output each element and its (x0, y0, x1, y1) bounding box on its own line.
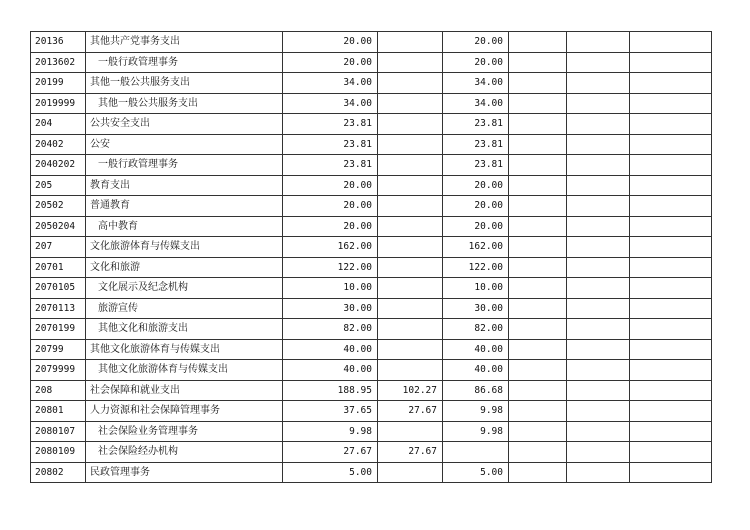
cell-empty (630, 155, 712, 176)
cell-empty (509, 134, 567, 155)
cell-name: 其他文化旅游体育与传媒支出 (86, 339, 283, 360)
cell-empty (509, 380, 567, 401)
cell-total: 188.95 (283, 380, 378, 401)
cell-project: 23.81 (443, 155, 509, 176)
cell-basic: 102.27 (378, 380, 443, 401)
cell-basic (378, 32, 443, 53)
cell-empty (567, 216, 630, 237)
table-row (31, 278, 712, 299)
cell-empty (509, 462, 567, 483)
table-row (31, 237, 712, 258)
cell-basic (378, 114, 443, 135)
cell-total: 82.00 (283, 319, 378, 340)
cell-basic (378, 319, 443, 340)
cell-empty (509, 360, 567, 381)
cell-empty (630, 93, 712, 114)
cell-code: 2080107 (31, 421, 86, 442)
cell-project: 20.00 (443, 216, 509, 237)
cell-basic (378, 155, 443, 176)
cell-empty (509, 175, 567, 196)
cell-basic: 27.67 (378, 442, 443, 463)
cell-basic (378, 134, 443, 155)
cell-empty (567, 114, 630, 135)
cell-empty (567, 93, 630, 114)
cell-project: 34.00 (443, 93, 509, 114)
cell-code: 204 (31, 114, 86, 135)
cell-empty (509, 155, 567, 176)
table-row (31, 442, 712, 463)
cell-code: 2080109 (31, 442, 86, 463)
cell-basic (378, 298, 443, 319)
table-row (31, 339, 712, 360)
cell-empty (509, 257, 567, 278)
cell-code: 2070113 (31, 298, 86, 319)
cell-total: 20.00 (283, 52, 378, 73)
cell-empty (509, 421, 567, 442)
cell-name: 社会保险业务管理事务 (86, 421, 283, 442)
cell-empty (567, 401, 630, 422)
cell-project: 20.00 (443, 52, 509, 73)
cell-basic (378, 360, 443, 381)
cell-empty (509, 216, 567, 237)
cell-code: 20701 (31, 257, 86, 278)
table-row (31, 93, 712, 114)
cell-empty (509, 339, 567, 360)
cell-basic (378, 237, 443, 258)
table-row (31, 319, 712, 340)
cell-empty (509, 319, 567, 340)
cell-total: 27.67 (283, 442, 378, 463)
cell-name: 公共安全支出 (86, 114, 283, 135)
cell-basic (378, 93, 443, 114)
cell-empty (567, 52, 630, 73)
cell-basic (378, 462, 443, 483)
cell-empty (630, 401, 712, 422)
cell-name: 人力资源和社会保障管理事务 (86, 401, 283, 422)
cell-empty (630, 319, 712, 340)
cell-basic (378, 52, 443, 73)
cell-basic (378, 175, 443, 196)
table-row (31, 298, 712, 319)
cell-empty (630, 298, 712, 319)
cell-total: 23.81 (283, 155, 378, 176)
table-row (31, 134, 712, 155)
cell-empty (567, 380, 630, 401)
cell-code: 205 (31, 175, 86, 196)
cell-name: 社会保险经办机构 (86, 442, 283, 463)
cell-empty (630, 339, 712, 360)
cell-total: 23.81 (283, 134, 378, 155)
cell-empty (630, 360, 712, 381)
cell-project: 10.00 (443, 278, 509, 299)
cell-name: 旅游宣传 (86, 298, 283, 319)
cell-empty (567, 32, 630, 53)
table-row (31, 421, 712, 442)
cell-code: 2013602 (31, 52, 86, 73)
cell-empty (567, 298, 630, 319)
cell-project: 9.98 (443, 401, 509, 422)
cell-name: 文化和旅游 (86, 257, 283, 278)
cell-basic (378, 73, 443, 94)
table-row (31, 216, 712, 237)
cell-empty (509, 114, 567, 135)
cell-project: 82.00 (443, 319, 509, 340)
cell-project: 122.00 (443, 257, 509, 278)
cell-name: 其他共产党事务支出 (86, 32, 283, 53)
cell-empty (567, 462, 630, 483)
cell-basic (378, 196, 443, 217)
cell-empty (567, 278, 630, 299)
cell-total: 10.00 (283, 278, 378, 299)
cell-empty (630, 52, 712, 73)
table-row (31, 380, 712, 401)
cell-total: 40.00 (283, 339, 378, 360)
cell-empty (509, 93, 567, 114)
table-row (31, 114, 712, 135)
cell-code: 208 (31, 380, 86, 401)
cell-empty (509, 73, 567, 94)
cell-empty (567, 134, 630, 155)
cell-basic: 27.67 (378, 401, 443, 422)
table-row (31, 462, 712, 483)
cell-empty (630, 462, 712, 483)
cell-code: 20502 (31, 196, 86, 217)
cell-empty (567, 442, 630, 463)
cell-empty (630, 216, 712, 237)
cell-project: 34.00 (443, 73, 509, 94)
cell-basic (378, 257, 443, 278)
table-row (31, 175, 712, 196)
cell-empty (509, 298, 567, 319)
cell-empty (509, 278, 567, 299)
cell-project (443, 442, 509, 463)
cell-project: 23.81 (443, 114, 509, 135)
cell-name: 公安 (86, 134, 283, 155)
cell-total: 20.00 (283, 175, 378, 196)
cell-name: 其他一般公共服务支出 (86, 93, 283, 114)
cell-project: 9.98 (443, 421, 509, 442)
cell-empty (630, 442, 712, 463)
cell-code: 20802 (31, 462, 86, 483)
cell-project: 30.00 (443, 298, 509, 319)
cell-basic (378, 421, 443, 442)
cell-name: 其他一般公共服务支出 (86, 73, 283, 94)
cell-name: 民政管理事务 (86, 462, 283, 483)
cell-total: 122.00 (283, 257, 378, 278)
cell-empty (567, 319, 630, 340)
cell-code: 20136 (31, 32, 86, 53)
cell-project: 20.00 (443, 32, 509, 53)
table-row (31, 257, 712, 278)
cell-project: 162.00 (443, 237, 509, 258)
cell-empty (567, 175, 630, 196)
cell-empty (567, 196, 630, 217)
cell-total: 9.98 (283, 421, 378, 442)
cell-total: 34.00 (283, 93, 378, 114)
cell-total: 23.81 (283, 114, 378, 135)
cell-total: 20.00 (283, 32, 378, 53)
cell-empty (630, 114, 712, 135)
cell-name: 普通教育 (86, 196, 283, 217)
cell-total: 34.00 (283, 73, 378, 94)
cell-empty (509, 442, 567, 463)
cell-total: 20.00 (283, 216, 378, 237)
cell-total: 40.00 (283, 360, 378, 381)
cell-project: 23.81 (443, 134, 509, 155)
budget-table (30, 31, 712, 483)
cell-code: 20799 (31, 339, 86, 360)
cell-empty (630, 134, 712, 155)
cell-basic (378, 216, 443, 237)
cell-code: 20801 (31, 401, 86, 422)
cell-name: 一般行政管理事务 (86, 52, 283, 73)
cell-name: 文化展示及纪念机构 (86, 278, 283, 299)
cell-name: 其他文化旅游体育与传媒支出 (86, 360, 283, 381)
cell-project: 20.00 (443, 196, 509, 217)
cell-project: 5.00 (443, 462, 509, 483)
cell-empty (630, 32, 712, 53)
cell-empty (630, 237, 712, 258)
cell-empty (567, 339, 630, 360)
cell-empty (630, 175, 712, 196)
cell-empty (630, 278, 712, 299)
cell-empty (630, 257, 712, 278)
cell-project: 86.68 (443, 380, 509, 401)
cell-empty (509, 237, 567, 258)
table-row (31, 401, 712, 422)
table-row (31, 73, 712, 94)
cell-empty (630, 421, 712, 442)
cell-basic (378, 339, 443, 360)
cell-empty (567, 257, 630, 278)
cell-code: 20402 (31, 134, 86, 155)
cell-project: 40.00 (443, 339, 509, 360)
cell-code: 2019999 (31, 93, 86, 114)
cell-empty (630, 380, 712, 401)
cell-empty (509, 52, 567, 73)
cell-total: 30.00 (283, 298, 378, 319)
cell-name: 教育支出 (86, 175, 283, 196)
cell-empty (567, 155, 630, 176)
cell-code: 207 (31, 237, 86, 258)
table-row (31, 360, 712, 381)
table-body (31, 32, 712, 483)
cell-name: 社会保障和就业支出 (86, 380, 283, 401)
cell-empty (509, 401, 567, 422)
cell-total: 37.65 (283, 401, 378, 422)
cell-name: 文化旅游体育与传媒支出 (86, 237, 283, 258)
cell-empty (567, 421, 630, 442)
cell-basic (378, 278, 443, 299)
cell-code: 2070199 (31, 319, 86, 340)
cell-empty (567, 360, 630, 381)
cell-total: 5.00 (283, 462, 378, 483)
cell-code: 2040202 (31, 155, 86, 176)
cell-code: 2070105 (31, 278, 86, 299)
table-row (31, 155, 712, 176)
cell-code: 20199 (31, 73, 86, 94)
cell-empty (630, 73, 712, 94)
cell-empty (509, 32, 567, 53)
table-row (31, 196, 712, 217)
cell-empty (567, 73, 630, 94)
cell-project: 20.00 (443, 175, 509, 196)
cell-total: 162.00 (283, 237, 378, 258)
cell-empty (567, 237, 630, 258)
cell-name: 其他文化和旅游支出 (86, 319, 283, 340)
cell-empty (630, 196, 712, 217)
cell-name: 高中教育 (86, 216, 283, 237)
cell-name: 一般行政管理事务 (86, 155, 283, 176)
table-row (31, 32, 712, 53)
cell-empty (509, 196, 567, 217)
cell-total: 20.00 (283, 196, 378, 217)
table-row (31, 52, 712, 73)
cell-code: 2050204 (31, 216, 86, 237)
cell-code: 2079999 (31, 360, 86, 381)
cell-project: 40.00 (443, 360, 509, 381)
